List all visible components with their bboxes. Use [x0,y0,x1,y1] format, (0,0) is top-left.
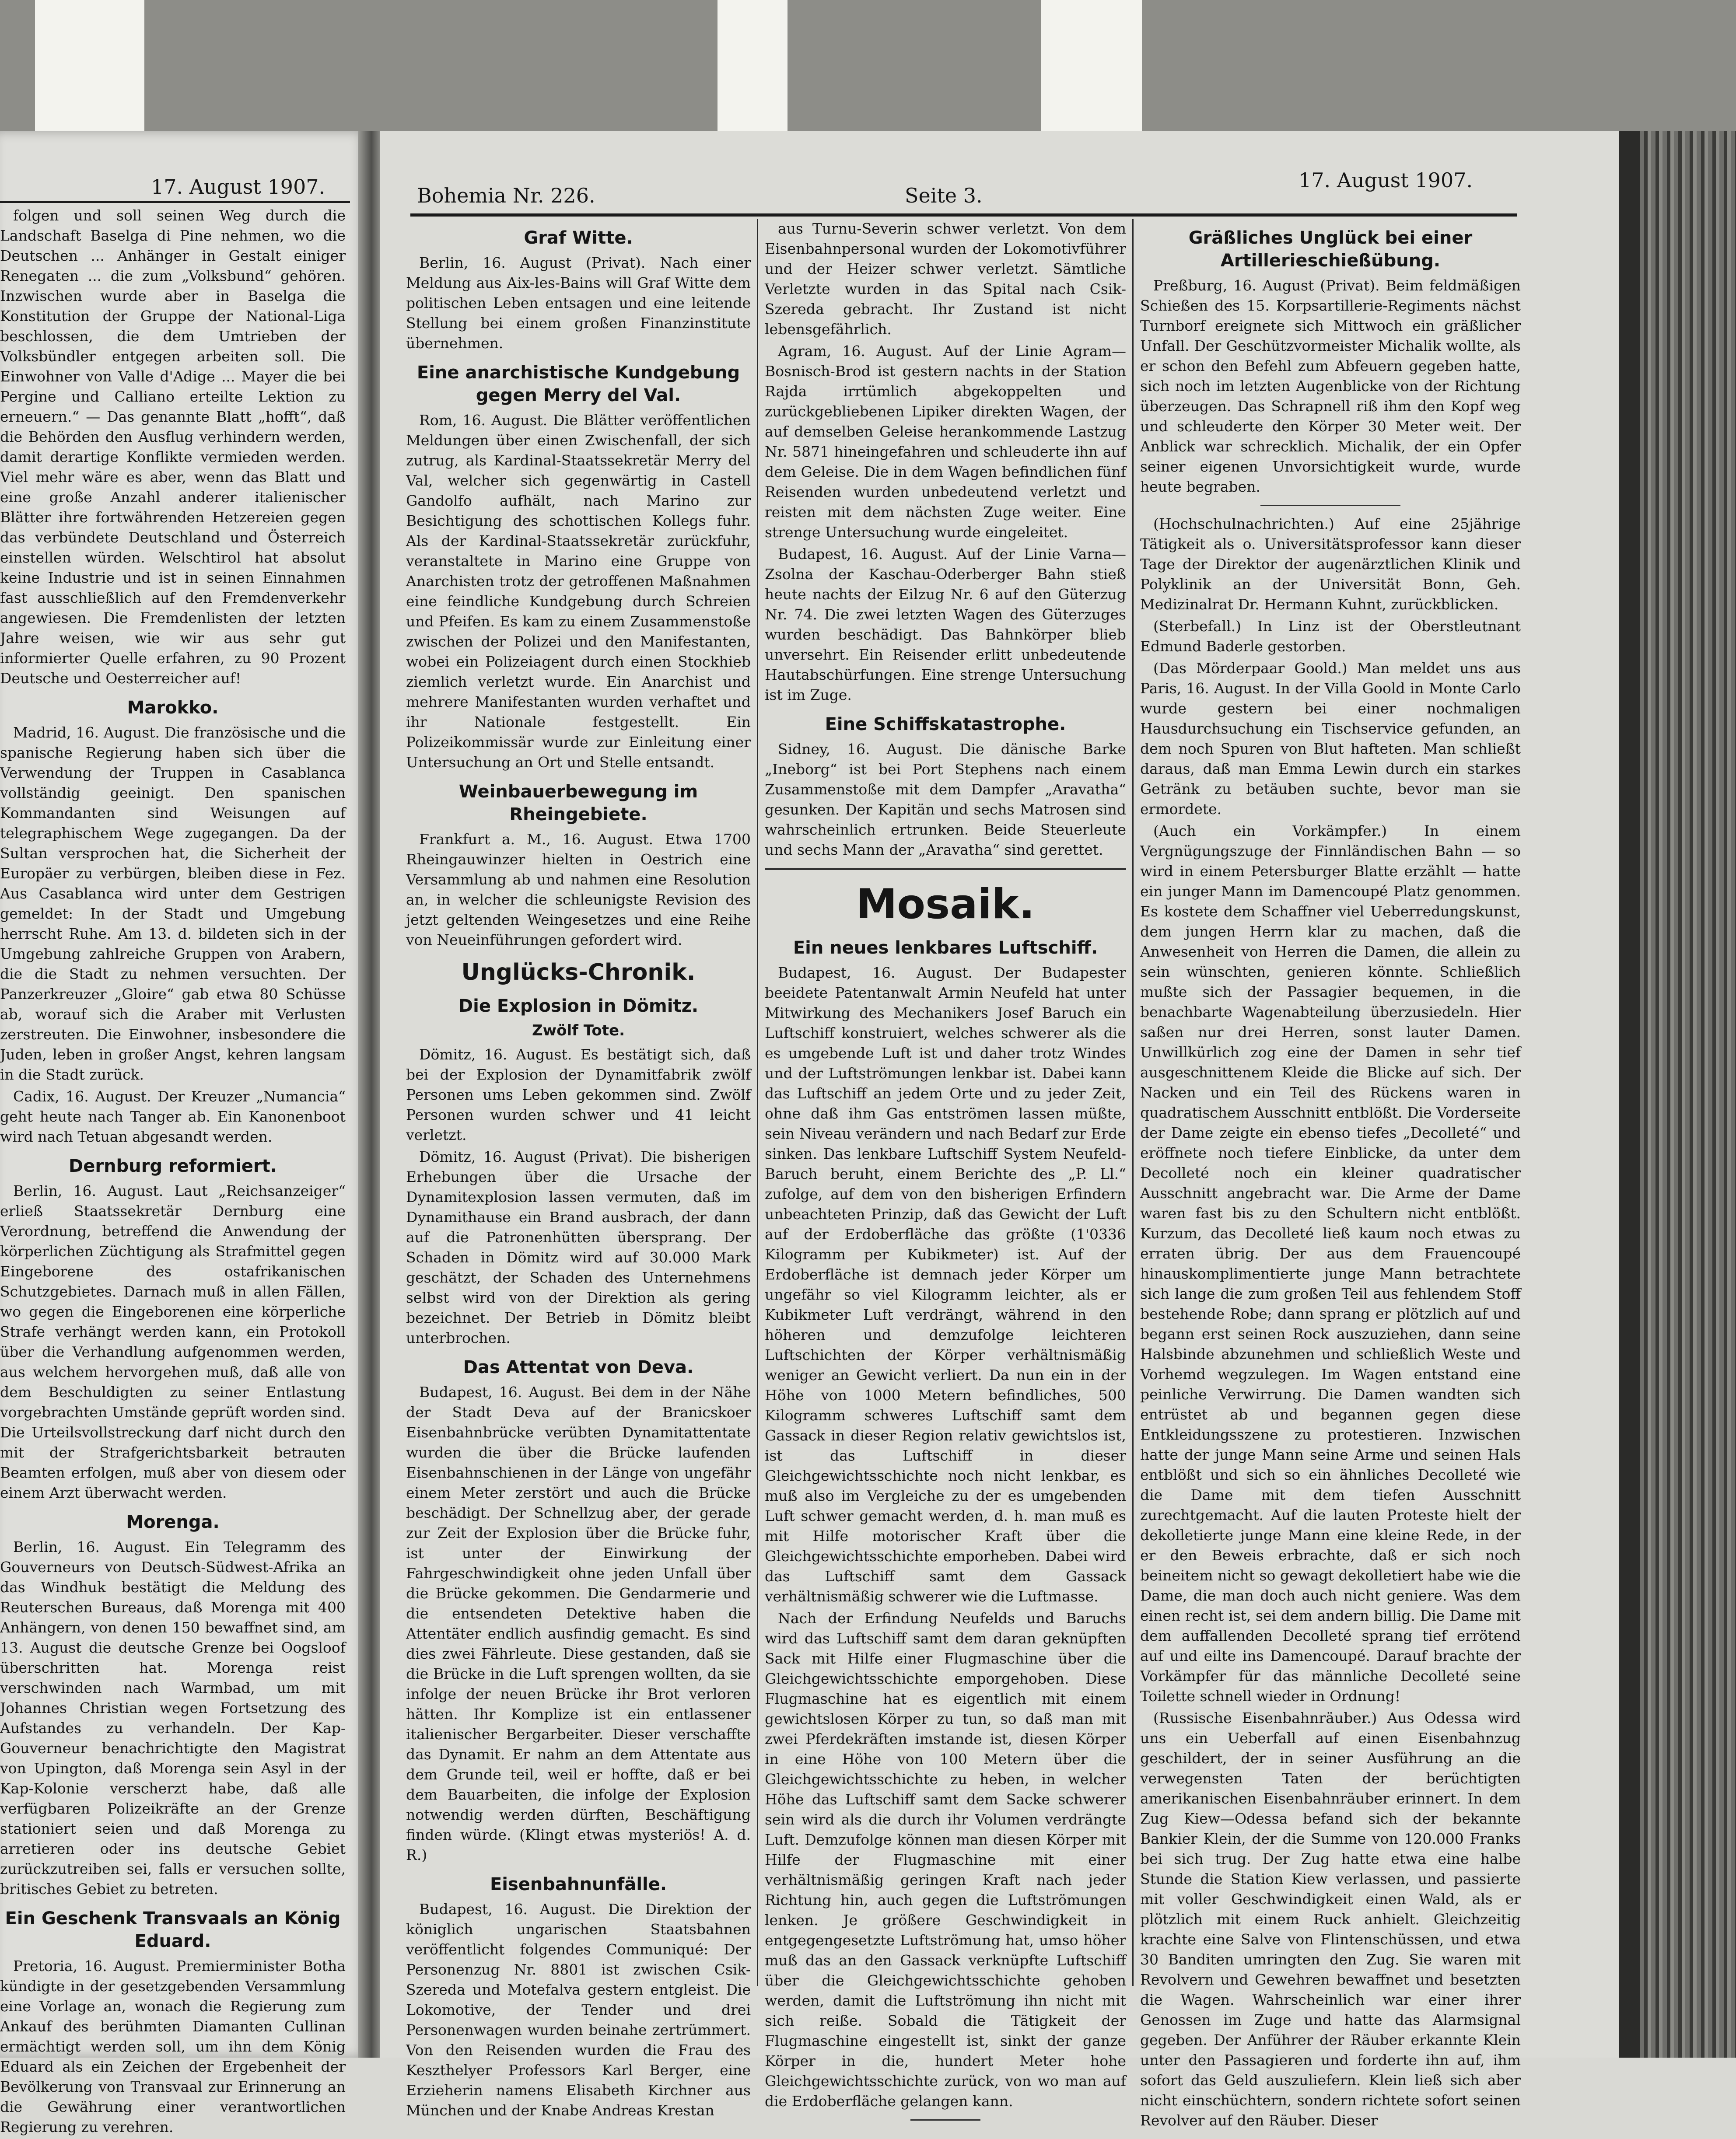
morenga-article: Berlin, 16. August. Ein Telegramm des Gouverneurs von Deutsch-Südwest-Afrika an das Windhuk bestätigt die Meldung des Reuterschen Bureaus, daß Morenga mit 400 Anhängern, von denen 150 bewaffnet sind, am 13. August die deutsche Grenze bei Oogsloof überschritten hat. Morenga reist verschwinden nach Warmbad, um mit Johannes Christian wegen Fortsetzung des Aufstandes zu verhandeln. Der Kap-Gouverneur benachrichtigte den Magistrat von Upington, daß Morenga sein Asyl in der Kap-Kolonie verscherzt habe, daß alle verfügbaren Polizeikräfte an der Grenze stationiert seien und daß Morenga zu arretieren oder ins deutsche Gebiet zurückzutreiben sei, falls er versuchen sollte, britisches Gebiet zu betreten. [0,1538,346,1898]
vorkaempfer-item: (Auch ein Vorkämpfer.) In einem Vergnügungszuge der Finnländischen Bahn — so wird in einem Petersburger Blatte erzählt — hatte ein junger Mann im Damencoupé Platz genommen. Es kostete dem Schaffner viel Ueberredungskunst, dem jungen Herrn klar zu machen, daß die Anwesenheit von Herren die Damen, die allein zu sein wünschten, genieren könnte. Schließlich mußte sich der Passagier bequemen, in die benachbarte Wagenabteilung überzusiedeln. Hier saßen nur drei Herren, sonst lauter Damen. Unwillkürlich zog eine der Damen in sehr tief ausgeschnittenem Kleide die Blicke auf sich. Der Nacken und ein Teil des Rückens waren in quadratischem Ausschnitt entblößt. Die Vorderseite der Dame zeigte ein ebenso tiefes „Decolleté“ und eröffnete noch tiefere Einblicke, da unter dem Decolleté noch ein kleiner quadratischer Ausschnitt angebracht war. Die Arme der Dame waren fast bis zu den Schultern nicht entblößt. Kurzum, das Decolleté ließ kaum noch etwas zu erraten übrig. Der aus dem Frauencoupé hinauskomplimentierte junge Mann betrachtete sich lange die zum großen Teil aus fehlendem Stoff bestehende Robe; dann sprang er plötzlich auf und begann erst seinen Rock auszuziehen, dann seine Halsbinde abzunehmen und schließlich Weste und Vorhemd wegzulegen. Im Wagen entstand eine peinliche Verwirrung. Die Damen wandten sich entrüstet ab und begannen gegen diese Entkleidungsszene zu protestieren. Inzwischen hatte der junge Mann seine Arme und seinen Hals entblößt und sich so ein ähnliches Decolleté wie die Dame mit dem tiefen Ausschnitt zurechtgemacht. Auf die lauten Proteste hielt der dekolletierte junge Mann eine kleine Rede, in der er den Beweis erbrachte, daß er sich noch beineitem nicht so gewagt dekolletiert habe wie die Dame, die man doch auch nicht geniere. Was dem einen recht ist, sei dem andern billig. Die Dame mit dem auffallenden Decolleté sprang tief errötend auf und eilte ins Damencoupé. Darauf brachte der Vorkämpfer für das männliche Decolleté seine Toilette schnell wieder in Ordnung! [1140,822,1521,1705]
book-cover-edge [1619,131,1640,2058]
column-2 [765,219,1126,2129]
right-page-date: 17. August 1907. [1298,168,1473,192]
dernburg-article: Berlin, 16. August. Laut „Reichsanzeiger“ erließ Staatssekretär Dernburg eine Verordnung, betreffend die Anwendung der körperlichen Züchtigung als Strafmittel gegen Eingeborene des ostafrikanischen Schutzgebietes. Darnach muß in allen Fällen, wo gegen die Eingeborenen eine körperliche Strafe verhängt werden kann, ein Protokoll über die Verhandlung aufgenommen werden, aus welchem hervorgehen muß, daß alle von dem Beschuldigten zu seiner Entlastung vorgebrachten Umstände geprüft worden sind. Die Urteilsvollstreckung darf nicht durch den mit der Strafgerichtsbarkeit betrauten Beamten erfolgen, muß aber von diesem oder einem Arzt überwacht werden. [0,1182,346,1501]
column-divider-1 [757,219,758,1986]
left-header-rule [0,201,350,203]
marokko-article: Madrid, 16. August. Die französische und die spanische Regierung haben sich über die Verwendung der Truppen in Casablanca vollständig geeinigt. Den spanischen Kommandanten sind Weisungen auf telegraphischem Wege zugegangen. Da der Sultan versprochen hat, die Sicherheit der Europäer zu verbürgen, bleiben diese in Fez. Aus Casablanca wird unter dem Gestrigen gemeldet: In der Stadt und Umgebung herrscht Ruhe. Am 13. d. bildeten sich in der Umgebung zahlreiche Gruppen von Arabern, die die Stadt zu nehmen versuchten. Der Panzerkreuzer „Gloire“ gab etwa 80 Schüsse ab, worauf sich die Araber mit Verlusten zerstreuten. Die Einwohner, insbesondere die Juden, leben in großer Angst, kehren langsam in die Stadt zurück. [0,724,346,1083]
agram-article: Agram, 16. August. Auf der Linie Agram—Bosnisch-Brod ist gestern nachts in der Station Rajda irrtümlich abgekoppelten und zurückgebliebenen Lipiker direkten Wagen, der auf demselben Geleise herankommende Lastzug Nr. 5871 hineingefahren und schleuderte ihn auf dem Geleise. Die in dem Wagen befindlichen fünf Reisenden wurden unbedeutend verletzt und reisten mit dem nächsten Zuge weiter. Eine strenge Untersuchung wurde eingeleitet. [765,343,1126,541]
page-stack-edge [1640,131,1736,2058]
mosaik-rule [765,868,1126,870]
budapest-article: Budapest, 16. August. Auf der Linie Varna—Zsolna der Kaschau-Oderberger Bahn stieß heute nachts der Eilzug Nr. 6 auf den Güterzug Nr. 74. Die zwei letzten Wagen des Güterzuges wurden beschädigt. Das Bahnkörper blieb unversehrt. Ein Reisender erlitt unbedeutende Hautabschürfungen. Eine strenge Untersuchung ist im Zuge. [765,545,1126,703]
luftschiff-article-2: Nach der Erfindung Neufelds und Baruchs wird das Luftschiff samt dem daran geknüpften Sack mit Hilfe einer Flugmaschine über die Gleichgewichtsschichte emporgehoben. Diese Flugmaschine hat es eigentlich mit einem gewichtslosen Körper zu tun, so daß man mit zwei Pferdekräften imstande ist, diesen Körper in eine Höhe von 100 Metern über die Gleichgewichtsschichte zu heben, in welcher Höhe das Luftschiff samt dem Sacke schwerer sein wird als die durch ihr Volumen verdrängte Luft. Demzufolge können man diesen Körper mit Hilfe der Flugmaschine mit einer verhältnismäßig geringen Kraft nach jeder Richtung hin, auch gegen die Luftströmungen lenken. Je größere Geschwindigkeit in entgegengesetzte Luftströmung hat, umso höher muß das an den Gassack verknüpfte Luftschiff über die Gleichgewichtsschichte gehoben werden, damit die Luftströmung ihn nicht mit sich reiße. Sobald die Tätigkeit der Flugmaschine eingestellt ist, sinkt der ganze Körper in die, hundert Meter hohe Gleichgewichtsschichte zurück, von wo man auf die Erdoberfläche gelangen kann. [765,1610,1126,2110]
page-number: Seite 3. [905,184,983,207]
right-page [380,131,1640,2129]
sterbefall-item: (Sterbefall.) In Linz ist der Oberstleutnant Edmund Baderle gestorben. [1140,618,1521,655]
section-rule [1260,505,1400,506]
weinbauer-headline: Weinbauerbewegung im Rheingebiete. [458,782,698,825]
doemitz-headline: Die Explosion in Dömitz. [458,996,699,1016]
eisenbahnraeuber-item: (Russische Eisenbahnräuber.) Aus Odessa wird uns ein Ueberfall auf einen Eisenbahnzug geschildert, der in seiner Ausführung an die verwegensten Taten der berüchtigten amerikanischen Eisenbahnräuber erinnert. In dem Zug Kiew—Odessa befand sich der bekannte Bankier Klein, der die Summe von 120.000 Franks bei sich trug. Der Zug hatte etwa eine halbe Stunde die Station Kiew verlassen, und passierte mit voller Geschwindigkeit einen Wald, als er plötzlich mit einem Ruck anhielt. Gleichzeitig krachte eine Salve von Flintenschüssen, und etwa 30 Banditen umringten den Zug. Sie waren mit Revolvern und Gewehren bewaffnet und besetzten die Wagen. Wahrscheinlich war einer ihrer Genossen im Zuge und hatte das Alarmsignal gegeben. Der Anführer der Räuber erkannte Klein unter den Passagieren und forderte ihn auf, ihm sofort das Geld auszuliefern. Klein ließ sich aber nicht einschüchtern, sondern richtete sofort seinen Revolver auf den Räuber. Dieser [1140,1709,1521,2129]
doemitz-article-2: Dömitz, 16. August (Privat). Die bisherigen Erhebungen über die Ursache der Dynamitexplosion lassen vermuten, daß im Dynamithause ein Brand ausbrach, der dann auf die Patronenhütten übersprang. Der Schaden in Dömitz wird auf 30.000 Mark geschätzt, der Schaden des Unternehmens selbst wird von der Direktion als gering bezeichnet. Der Betrieb in Dömitz bleibt unterbrochen. [406,1148,751,1346]
eisenbahn-continued: aus Turnu-Severin schwer verletzt. Von dem Eisenbahnpersonal wurden der Lokomotivführer und der Heizer schwer verletzt. Sämtliche Verletzte wurden in das Spital nach Csik-Szereda gebracht. Ihr Zustand ist nicht lebensgefährlich. [765,220,1126,338]
morenga-headline: Morenga. [126,1512,220,1532]
anarchist-headline: Eine anarchistische Kundgebung gegen Merry del Val. [416,363,740,405]
background-light-area [1041,0,1142,144]
deva-article: Budapest, 16. August. Bei dem in der Nähe der Stadt Deva auf der Branicskoer Eisenbahnbrücke verübten Dynamitattentate wurden die über die Brücke laufenden Eisenbahnschienen in der Länge von ungefähr einem Meter zerstört und auch die Brücke beschädigt. Der Schnellzug aber, der gerade zur Zeit der Explosion über die Brücke fuhr, ist unter der Einwirkung der Fahrgeschwindigkeit ohne jeden Unfall über die Brücke gekommen. Die Gendarmerie und die entsendeten Detektive haben die Attentäter endlich ausfindig gemacht. Es sind dies zwei Fährleute. Diese gestanden, daß sie die Brücke in die Luft sprengen wollten, da sie infolge der neuen Brücke ihr Brot verloren hätten. Ihr Komplize ist ein entlassener italienischer Bergarbeiter. Dieser verschaffte das Dynamit. Er nahm an dem Attentate aus dem Grunde teil, weil er hoffte, daß er bei dem Bauarbeiten, die infolge der Explosion notwendig werden dürften, Beschäftigung finden würde. (Klingt etwas mysteriös! A. d. R.) [406,1384,751,1863]
doemitz-subheadline: Zwölf Tote. [532,1022,625,1039]
luftschiff-article-1: Budapest, 16. August. Der Budapester beeidete Patentanwalt Armin Neufeld hat unter Mitwirkung des Mechanikers Josef Baruch ein Luftschiff konstruiert, welches schwerer als die es umgebende Luft ist und daher trotz Windes und der Luftströmungen lenkbar ist. Dabei kann das Luftschiff an jedem Orte und zu jeder Zeit, ohne daß ihm Gas entströmen lassen müßte, sein Niveau verändern und nach Bedarf zur Erde sinken. Das lenkbare Luftschiff System Neufeld-Baruch beruht, einem Berichte des „P. Ll.“ zufolge, auf dem von den bisherigen Erfindern unbeachteten Prinzip, daß das Gewicht der Luft auf der Erdoberfläche das größte (1'0336 Kilogramm per Kubikmeter) ist. Auf der Erdoberfläche ist demnach jeder Körper um ungefähr so viel Kilogramm leichter, als er Kubikmeter Luft verdrängt, während in den höheren und demzufolge leichteren Luftschichten der Körper verhältnismäßig weniger an Gewicht verliert. Da nun ein in der Höhe von 1000 Metern befindliches, 500 Kilogramm schweres Luftschiff samt dem Gassack in dieser Region relativ gewichtslos ist, ist das Luftschiff in dieser Gleichgewichtsschichte noch nicht lenkbar, es muß also im Vergleiche zu der es umgebenden Luft schwer gemacht werden, d. h. man muß es mit Hilfe motorischer Kraft über die Gleichgewichtsschichte emporheben. Dabei wird das Luftschiff samt dem Gassack verhältnismäßig schwerer wie die Luftmasse. [765,964,1126,1605]
transvaal-article: Pretoria, 16. August. Premierminister Botha kündigte in der gesetzgebenden Versammlung eine Vorlage an, wonach die Regierung zum Ankauf des berühmten Diamanten Cullinan ermächtigt werden soll, um ihn dem König Eduard als ein Zeichen der Ergebenheit der Bevölkerung von Transvaal zur Erinnerung an die Gewährung einer verantwortlichen Regierung zu verehren. [0,1957,346,2136]
unglueck-section-headline: Unglücks-Chronik. [461,959,696,986]
doemitz-article-1: Dömitz, 16. August. Es bestätigt sich, daß bei der Explosion der Dynamitfabrik zwölf Personen ums Leben gekommen sind. Zwölf Personen wurden schwer und 41 leicht verletzt. [406,1046,751,1143]
left-page-date: 17. August 1907. [151,175,326,199]
transvaal-headline: Ein Geschenk Transvaals an König Eduard. [5,1908,341,1951]
column-divider-2 [1132,219,1134,1986]
schiff-headline: Eine Schiffskatastrophe. [825,714,1066,734]
deva-headline: Das Attentat von Deva. [463,1357,694,1377]
weinbauer-article: Frankfurt a. M., 16. August. Etwa 1700 Rheingauwinzer hielten in Oestrich eine Versammlung ab und nahmen eine Resolution an, in welcher die schleunigste Revision des jetzt geltenden Weingesetzes und eine Reihe von Neueinführungen gefordert wird. [406,831,751,948]
newspaper-issue: Bohemia Nr. 226. [417,184,595,207]
marokko-headline: Marokko. [127,698,219,718]
schiff-article: Sidney, 16. August. Die dänische Barke „Ineborg“ ist bei Port Stephens nach einem Zusammenstoße mit dem Dampfer „Aravatha“ gesunken. Der Kapitän und sechs Matrosen sind wahrscheinlich ertrunken. Beide Steuerleute und sechs Mann der „Aravatha“ sind gerettet. [765,741,1126,858]
luftschiff-headline: Ein neues lenkbares Luftschiff. [793,938,1098,958]
witte-headline: Graf Witte. [524,228,633,248]
witte-article: Berlin, 16. August (Privat). Nach einer Meldung aus Aix-les-Bains will Graf Witte dem politischen Leben entsagen und eine leitende Stellung bei einem großen Finanzinstitute übernehmen. [406,254,751,352]
artillerie-headline: Gräßliches Unglück bei einer Artillerieschießübung. [1188,228,1473,271]
header-rule [410,213,1517,217]
eisenbahn-article: Budapest, 16. August. Die Direktion der königlich ungarischen Staatsbahnen veröffentlicht folgendes Communiqué: Der Personenzug Nr. 8801 ist zwischen Csik-Szereda und Motefalva gestern entgleist. Die Lokomotive, der Tender und drei Personenwagen wurden beinahe zertrümmert. Von den Reisenden wurden die Frau des Keszthelyer Professors Karl Berger, eine Erzieherin namens Elisabeth Kirchner aus München und der Knabe Andreas Krestan [406,1901,751,2119]
left-top-article: folgen und soll seinen Weg durch die Landschaft Baselga di Pine nehmen, wo die Deutschen ... Anhänger in Gestalt einiger Renegaten ... die zum „Volksbund“ gehören. Inzwischen wurde aber in Baselga die Konstitution der Gruppe der National-Liga beschlossen, die dem Umtrieben der Volksbündler entgegen arbeiten soll. Die Einwohner von Valle d'Adige ... Mayer die bei Pergine und Calliano erteilte Lektion zu erneuern.“ — Das genannte Blatt „hofft“, daß die Behörden den Ausflug verhindern werden, damit derartige Konflikte vermieden werden. Viel mehr wäre es aber, wenn das Blatt und eine große Anzahl anderer italienischer Blätter ihre fortwährenden Hetzereien gegen das verbündete Deutschland und Österreich einstellen würden. Welschtirol hat absolut keine Industrie und ist in seinen Einnahmen fast ausschließlich auf den Fremdenverkehr angewiesen. Die Fremdenlisten der letzten Jahre weisen, wie wir aus sehr gut informierter Quelle erfahren, zu 90 Prozent Deutsche und Oesterreicher auf! [0,207,346,687]
column-1 [406,219,751,2122]
left-page [0,131,368,2136]
dernburg-headline: Dernburg reformiert. [69,1156,277,1176]
background-light-area [718,0,788,144]
anarchist-article: Rom, 16. August. Die Blätter veröffentlichen Meldungen über einen Zwischenfall, der sich zutrug, als Kardinal-Staatssekretär Merry del Val, welcher sich gegenwärtig in Castell Gandolfo aufhält, nach Marino zur Besichtigung des schottischen Kollegs fuhr. Als der Kardinal-Staatssekretär zurückfuhr, veranstaltete in Marino eine Gruppe von Anarchisten trotz der getroffenen Maßnahmen eine feindliche Kundgebung durch Schreien und Pfeifen. Es kam zu einem Zusammenstoße zwischen der Polizei und den Manifestanten, wobei ein Polizeiagent durch einen Stockhieb ziemlich verletzt wurde. Ein Anarchist und mehrere Manifestanten wurden verhaftet und ihr Nationale festgestellt. Ein Polizeikommissär wurde zur Einleitung einer Untersuchung an Ort und Stelle entsandt. [406,412,751,771]
goold-item: (Das Mörderpaar Goold.) Man meldet uns aus Paris, 16. August. In der Villa Goold in Monte Carlo wurde gestern bei einer nochmaligen Hausdurchsuchung ein Tischservice gefunden, an dem noch Spuren von Blut hafteten. Man schließt daraus, daß man Emma Lewin durch ein starkes Getränk zu betäuben suchte, bevor man sie ermordete. [1140,660,1521,818]
end-rule [910,2119,980,2121]
left-page-column [0,206,346,2139]
background-light-area [35,0,144,144]
artillerie-article: Preßburg, 16. August (Privat). Beim feldmäßigen Schießen des 15. Korpsartillerie-Regiments nächst Turnborf ereignete sich Mittwoch ein gräßlicher Unfall. Der Geschützvormeister Michalik wollte, als er schon den Befehl zum Abfeuern gegeben hatte, sich noch im letzten Augenblicke von der Richtung überzeugen. Das Schrapnell riß ihm den Kopf weg und schleuderte den Körper 30 Meter weit. Der Anblick war schrecklich. Michalik, der ein Opfer seiner eigenen Unvorsichtigkeit wurde, wurde heute begraben. [1140,277,1521,495]
cadix-article: Cadix, 16. August. Der Kreuzer „Numancia“ geht heute nach Tanger ab. Ein Kanonenboot wird nach Tetuan abgesandt werden. [0,1088,346,1145]
hochschul-item: (Hochschulnachrichten.) Auf eine 25jährige Tätigkeit als o. Universitätsprofessor kann dieser Tage der Direktor der augenärztlichen Klinik und Polyklinik an der Universität Bonn, Geh. Medizinalrat Dr. Hermann Kuhnt, zurückblicken. [1140,515,1521,613]
eisenbahn-headline: Eisenbahnunfälle. [490,1874,667,1894]
background-top [0,0,1736,144]
column-3 [1140,219,1521,2132]
mosaik-section-headline: Mosaik. [856,881,1035,928]
